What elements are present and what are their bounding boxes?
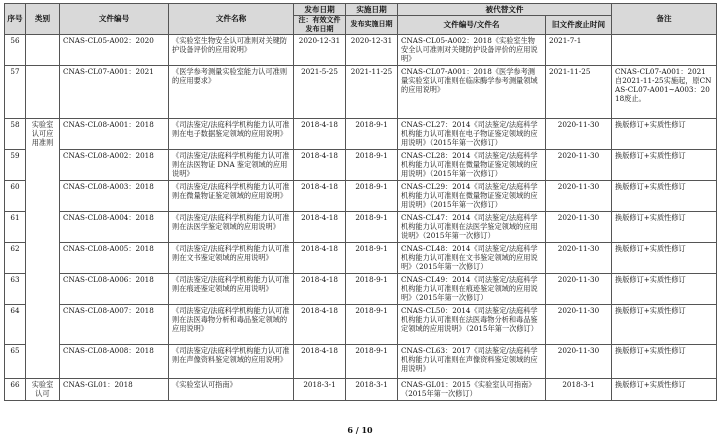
header-effective-date: 有效文件发布日期: [305, 16, 341, 33]
row-impl-date: 2021-11-25: [346, 65, 398, 118]
row-abolish-date: 2018-3-1: [546, 378, 612, 400]
row-release-date: 2018-4-18: [294, 273, 346, 304]
table-row: [5, 344, 717, 378]
row-abolish-date: 2020-11-30: [546, 211, 612, 242]
table-row: [5, 149, 717, 180]
row-release-date: 2018-4-18: [294, 149, 346, 180]
accreditation-document-table: [4, 3, 717, 401]
row-release-date: 2018-4-18: [294, 180, 346, 211]
row-replaced-doc: CNAS-CL27：2014《司法鉴定/法庭科学机构能力认可准则在电子物证鉴定领域的应用说明》（2015年第一次修订）: [398, 118, 546, 149]
row-remark: 换版修订+实质性修订: [612, 304, 717, 344]
row-remark: 换版修订+实质性修订: [612, 118, 717, 149]
table-row: [5, 180, 717, 211]
row-remark: 换版修订+实质性修订: [612, 211, 717, 242]
row-doc-no: CNAS-CL08-A005：2018: [60, 242, 169, 273]
row-impl-date: 2018-9-1: [346, 211, 398, 242]
row-remark: 换版修订+实质性修订: [612, 242, 717, 273]
row-impl-date: 2018-9-1: [346, 118, 398, 149]
header-seq: 序号: [5, 4, 26, 35]
row-replaced-doc: CNAS-GL01：2015《实验室认可指南》（2015年第一次修订）: [398, 378, 546, 400]
row-abolish-date: 2021-11-25: [546, 65, 612, 118]
row-release-date: 2018-4-18: [294, 304, 346, 344]
row-doc-no: CNAS-CL08-A007：2018: [60, 304, 169, 344]
row-doc-name: 《实验室生物安全认可准则对关键防护设备评价的应用说明》: [169, 34, 294, 65]
row-impl-date: 2018-9-1: [346, 344, 398, 378]
table-row: [5, 378, 717, 400]
row-doc-name: 《司法鉴定/法庭科学机构能力认可准则在痕迹鉴定领域的应用说明》: [169, 273, 294, 304]
row-seq: 60: [5, 180, 26, 211]
row-replaced-doc: CNAS-CL50：2014《司法鉴定/法庭科学机构能力认可准则在法医毒物分析和毒品鉴定领域的应用说明》（2015年第一次修订）: [398, 304, 546, 344]
row-impl-date: 2020-12-31: [346, 34, 398, 65]
row-doc-no: CNAS-CL08-A001：2018: [60, 118, 169, 149]
row-category: [26, 65, 60, 118]
row-doc-no: CNAS-CL08-A003：2018: [60, 180, 169, 211]
row-replaced-doc: CNAS-CL48：2014《司法鉴定/法庭科学机构能力认可准则在文书鉴定领域的应用说明》（2015年第一次修订）: [398, 242, 546, 273]
row-remark: 换版修订+实质性修订: [612, 180, 717, 211]
row-impl-date: 2018-9-1: [346, 242, 398, 273]
header-doc-name: 文件名称: [169, 4, 294, 35]
row-doc-name: 《实验室认可指南》: [169, 378, 294, 400]
table-row: [5, 242, 717, 273]
row-doc-name: 《司法鉴定/法庭科学机构能力认可准则在法医物证 DNA 鉴定领域的应用说明》: [169, 149, 294, 180]
row-abolish-date: 2020-11-30: [546, 242, 612, 273]
row-release-date: 2018-4-18: [294, 211, 346, 242]
table-row: [5, 34, 717, 65]
page-number: 6 / 10: [347, 425, 373, 435]
row-replaced-doc: CNAS-CL63：2017《司法鉴定/法庭科学机构能力认可准则在声像资料鉴定领域的应用说明》: [398, 344, 546, 378]
table-row: [5, 273, 717, 304]
table-row: [5, 211, 717, 242]
row-replaced-doc: CNAS-CL28：2014《司法鉴定/法庭科学机构能力认可准则在微量物证鉴定领域的应用说明》（2015年第一次修订）: [398, 149, 546, 180]
row-impl-date: 2018-9-1: [346, 273, 398, 304]
row-impl-date: 2018-9-1: [346, 180, 398, 211]
row-doc-no: CNAS-CL07-A001：2021: [60, 65, 169, 118]
row-doc-no: CNAS-CL08-A006：2018: [60, 273, 169, 304]
row-doc-name: 《司法鉴定/法庭科学机构能力认可准则在微量物证鉴定领域的应用说明》: [169, 180, 294, 211]
row-release-date: 2018-4-18: [294, 118, 346, 149]
row-doc-no: CNAS-CL08-A008：2018: [60, 344, 169, 378]
row-doc-name: 《医学参考测量实验室能力认可准则的应用要求》: [169, 65, 294, 118]
header-replaced-group: 被代替文件: [398, 4, 612, 16]
row-abolish-date: 2020-11-30: [546, 344, 612, 378]
row-category: [26, 34, 60, 65]
row-doc-name: 《司法鉴定/法庭科学机构能力认可准则在法医毒物分析和毒品鉴定领域的应用说明》: [169, 304, 294, 344]
table-row: [5, 118, 717, 149]
header-replaced-no-name: 文件编号/文件名: [398, 16, 546, 35]
category-lab-accreditation-application: 实验室认可应用准则: [26, 118, 60, 378]
header-doc-no: 文件编号: [60, 4, 169, 35]
row-seq: 62: [5, 242, 26, 273]
row-remark: 换版修订+实质性修订: [612, 378, 717, 400]
row-release-date: 2018-4-18: [294, 344, 346, 378]
row-replaced-doc: CNAS-CL07-A001：2018《医学参考测量实验室认可准则在临床酶学参考测量领域的应用说明》: [398, 65, 546, 118]
header-impl-date: 实施日期: [346, 4, 398, 16]
row-seq: 61: [5, 211, 26, 242]
row-replaced-doc: CNAS-CL47：2014《司法鉴定/法庭科学机构能力认可准则在法医学鉴定领域的应用说明》（2015年第一次修订）: [398, 211, 546, 242]
row-seq: 63: [5, 273, 26, 304]
row-release-date: 2020-12-31: [294, 34, 346, 65]
table-row: [5, 304, 717, 344]
row-seq: 59: [5, 149, 26, 180]
row-seq: 56: [5, 34, 26, 65]
row-doc-name: 《司法鉴定/法庭科学机构能力认可准则在文书鉴定领域的应用说明》: [169, 242, 294, 273]
row-seq: 64: [5, 304, 26, 344]
row-doc-no: CNAS-CL05-A002：2020: [60, 34, 169, 65]
row-abolish-date: 2020-11-30: [546, 149, 612, 180]
row-remark: CNAS-CL07-A001：2021自2021-11-25实施起，原CNAS-CL07-A001~A003：2018废止。: [612, 65, 717, 118]
row-doc-name: 《司法鉴定/法庭科学机构能力认可准则在声像资料鉴定领域的应用说明》: [169, 344, 294, 378]
header-effective-impl: 发布实施日期: [346, 16, 398, 35]
row-doc-name: 《司法鉴定/法庭科学机构能力认可准则在电子数据鉴定领域的应用说明》: [169, 118, 294, 149]
category-lab-accreditation: 实验室认可: [26, 378, 60, 400]
row-seq: 65: [5, 344, 26, 378]
row-doc-no: CNAS-CL08-A004：2018: [60, 211, 169, 242]
row-release-date: 2018-4-18: [294, 242, 346, 273]
row-abolish-date: 2020-11-30: [546, 304, 612, 344]
row-release-date: 2021-5-25: [294, 65, 346, 118]
row-doc-name: 《司法鉴定/法庭科学机构能力认可准则在法医学鉴定领域的应用说明》: [169, 211, 294, 242]
header-category: 类别: [26, 4, 60, 35]
row-replaced-doc: CNAS-CL49：2014《司法鉴定/法庭科学机构能力认可准则在痕迹鉴定领域的应用说明》（2015年第一次修订）: [398, 273, 546, 304]
row-seq: 66: [5, 378, 26, 400]
row-abolish-date: 2020-11-30: [546, 180, 612, 211]
row-abolish-date: 2021-7-1: [546, 34, 612, 65]
header-release-date: 发布日期: [294, 4, 346, 16]
row-remark: 换版修订+实质性修订: [612, 344, 717, 378]
row-abolish-date: 2020-11-30: [546, 273, 612, 304]
row-impl-date: 2018-9-1: [346, 149, 398, 180]
header-old-abolish: 旧文件废止时间: [546, 16, 612, 35]
row-impl-date: 2018-3-1: [346, 378, 398, 400]
header-effective-release: [294, 16, 346, 35]
row-abolish-date: 2020-11-30: [546, 118, 612, 149]
row-replaced-doc: CNAS-CL05-A002：2018《实验室生物安全认可准则对关键防护设备评价的应用说明》: [398, 34, 546, 65]
table-row: [5, 65, 717, 118]
row-remark: 换版修订+实质性修订: [612, 149, 717, 180]
row-seq: 57: [5, 65, 26, 118]
row-remark: [612, 34, 717, 65]
row-seq: 58: [5, 118, 26, 149]
header-remarks: 备注: [612, 4, 717, 35]
row-doc-no: CNAS-GL01：2018: [60, 378, 169, 400]
row-impl-date: 2018-9-1: [346, 304, 398, 344]
row-doc-no: CNAS-CL08-A002：2018: [60, 149, 169, 180]
row-remark: 换版修订+实质性修订: [612, 273, 717, 304]
header-note-prefix: 注：: [298, 16, 313, 24]
row-release-date: 2018-3-1: [294, 378, 346, 400]
row-replaced-doc: CNAS-CL29：2014《司法鉴定/法庭科学机构能力认可准则在微量物证鉴定领域的应用说明》（2015年第一次修订）: [398, 180, 546, 211]
